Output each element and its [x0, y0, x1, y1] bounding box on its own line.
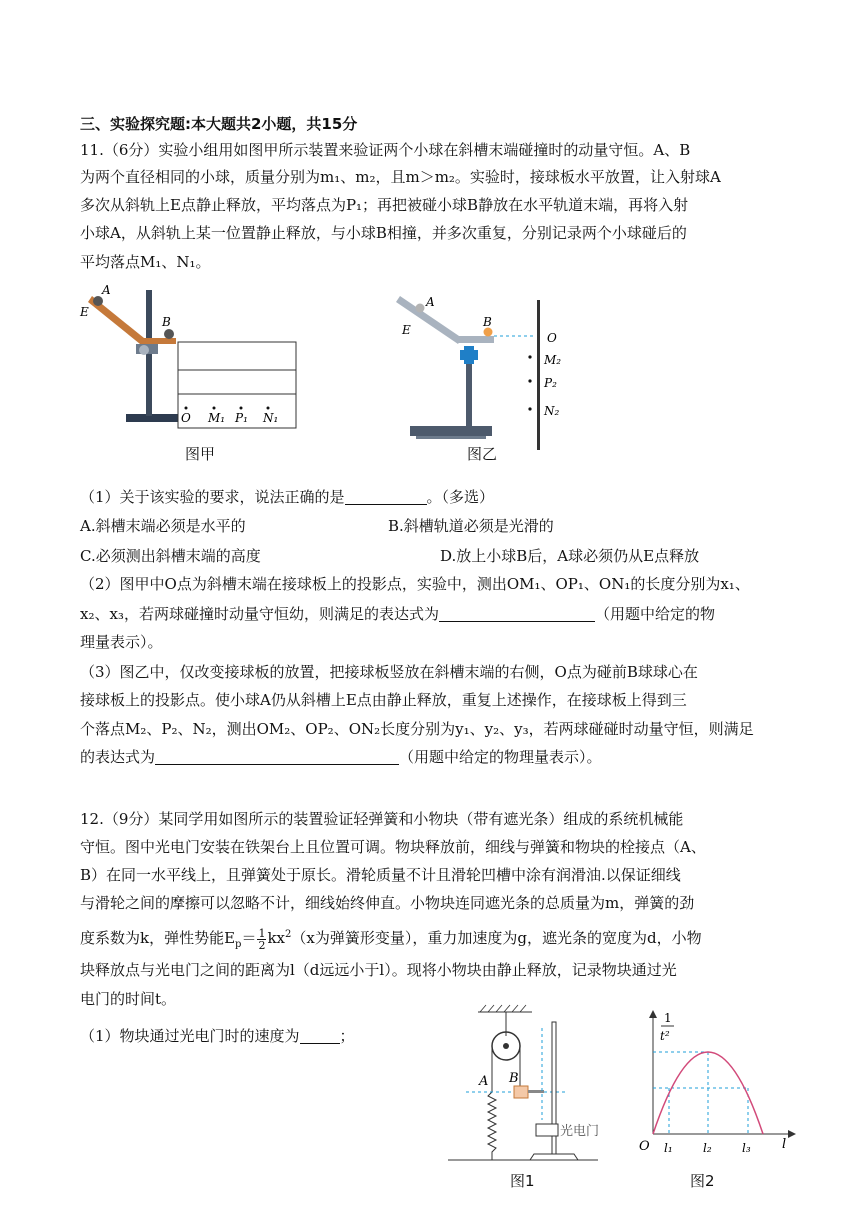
photogate: [536, 1124, 558, 1136]
q11-stem-line-3: 多次从斜轨上E点静止释放，平均落点为P₁；再把被碰小球B静放在水平轨道末端，再将入射: [80, 196, 689, 214]
q12-line-4: 与滑轮之间的摩擦可以忽略不计，细线始终伸直。小物块连同遮光条的总质量为m，弹簧的劲: [80, 894, 695, 912]
q11-part2-line-2: x₂、x₃，若两球碰撞时动量守恒幼，则满足的表达式为 （用题中给定的物: [80, 605, 715, 623]
answer-blank-2[interactable]: [439, 605, 595, 622]
q11-stem-line-1: 11.（6分）实验小组用如图甲所示装置来验证两个小球在斜槽末端碰撞时的动量守恒。A、B: [80, 141, 691, 159]
answer-blank-4[interactable]: [300, 1027, 340, 1044]
option-a: A.斜槽末端必须是水平的: [80, 517, 246, 535]
label-b: B: [162, 315, 171, 329]
q11-part2-line-3: 理量表示）。: [80, 633, 163, 651]
q11-part3-line-2: 接球板上的投影点。使小球A仍从斜槽上E点由静止释放，重复上述操作，在接球板上得到三: [80, 691, 687, 709]
fraction-half: $\frac{1}{2}$: [258, 926, 266, 952]
block: [514, 1086, 528, 1098]
tick-l1: l₁: [664, 1141, 673, 1155]
figure-jia: [78, 282, 303, 442]
section-heading: 三、实验探究题:本大题共2小题，共15分: [80, 115, 358, 133]
label-m2: M₂: [544, 353, 562, 367]
origin-label: O: [639, 1139, 650, 1154]
q11-stem-line-5: 平均落点M₁、N₁。: [80, 253, 211, 271]
label-p1: P₁: [235, 411, 248, 425]
label-photogate: 光电门: [560, 1124, 600, 1139]
label-e: E: [80, 305, 89, 319]
spring: [488, 1092, 496, 1160]
q12-line-7: 电门的时间t。: [80, 990, 177, 1008]
figure-2: [636, 1008, 796, 1168]
answer-blank-1[interactable]: [345, 488, 427, 505]
q12-part1: （1）物块通过光电门时的速度为 ；: [80, 1027, 355, 1045]
q11-part1: （1）关于该实验的要求，说法正确的是 。（多选）: [80, 488, 495, 506]
q12-line-5: 度系数为k，弹性势能$E_p=$ $\frac{1}{2}$ $kx^2(x$为弹簧形变量），重力加速度为g，遮光条的宽度为d，小物: [80, 926, 702, 952]
x-axis-label: l: [782, 1137, 787, 1152]
q11-stem-line-2: 为两个直径相同的小球，质量分别为m₁、m₂，且m＞m₂。实验时，接球板水平放置，让入射球A: [80, 168, 721, 186]
label-b: B: [509, 1071, 519, 1086]
label-a: A: [479, 1074, 489, 1089]
figure-jia-caption: 图甲: [185, 445, 216, 463]
label-e: E: [402, 323, 411, 337]
figure-yi: [396, 286, 562, 452]
figure-2-caption: 图2: [690, 1172, 715, 1190]
q11-stem-line-4: 小球A，从斜轨上某一位置静止释放，与小球B相撞，并多次重复，分别记录两个小球碰后的: [80, 224, 687, 242]
label-n2: N₂: [544, 404, 560, 418]
option-c: C.必须测出斜槽末端的高度: [80, 547, 261, 565]
figure-1: [448, 1000, 628, 1170]
label-n1: N₁: [263, 411, 279, 425]
q12-line-1: 12.（9分）某同学用如图所示的装置验证轻弹簧和小物块（带有遮光条）组成的系统机械能: [80, 810, 684, 828]
q12-line-3: B）在同一水平线上，且弹簧处于原长。滑轮质量不计且滑轮凹槽中涂有润滑油.以保证细线: [80, 866, 681, 884]
label-m1: M₁: [208, 411, 226, 425]
q11-part3-line-4: 的表达式为 （用题中给定的物理量表示）。: [80, 748, 602, 766]
q12-line-6: 块释放点与光电门之间的距离为l（d远远小于l）。现将小物块由静止释放，记录物块通过光: [80, 961, 677, 979]
ball-b: [164, 329, 174, 339]
tick-l2: l₂: [703, 1141, 712, 1155]
q11-part3-line-3: 个落点M₂、P₂、N₂，测出OM₂、OP₂、ON₂长度分别为y₁、y₂、y₃，若两球碰碰时动量守恒，则满足: [80, 720, 754, 738]
label-p2: P₂: [544, 376, 557, 390]
label-a: A: [102, 283, 111, 297]
q11-part2-line-1: （2）图甲中O点为斜槽末端在接球板上的投影点，实验中，测出OM₁、OP₁、ON₁的长度分别为x₁、: [80, 575, 750, 593]
y-label-denominator: t²: [660, 1029, 670, 1043]
q12-line-2: 守恒。图中光电门安装在铁架台上且位置可调。物块释放前，细线与弹簧和物块的栓接点（A、: [80, 838, 706, 856]
label-o: O: [547, 331, 557, 345]
label-a: A: [426, 295, 435, 309]
figure-yi-caption: 图乙: [467, 445, 498, 463]
ball-a: [416, 304, 425, 313]
figure-1-caption: 图1: [510, 1172, 535, 1190]
option-b: B.斜槽轨道必须是光滑的: [388, 517, 554, 535]
y-label-numerator: 1: [664, 1011, 672, 1025]
q11-part3-line-1: （3）图乙中，仅改变接球板的放置，把接球板竖放在斜槽末端的右侧，O点为碰前B球球心在: [80, 663, 698, 681]
tick-l3: l₃: [742, 1141, 751, 1155]
label-b: B: [483, 315, 492, 329]
option-d: D.放上小球B后，A球必须仍从E点释放: [440, 547, 700, 565]
label-o: O: [181, 411, 191, 425]
answer-blank-3[interactable]: [155, 748, 399, 765]
ball-a: [93, 296, 103, 306]
